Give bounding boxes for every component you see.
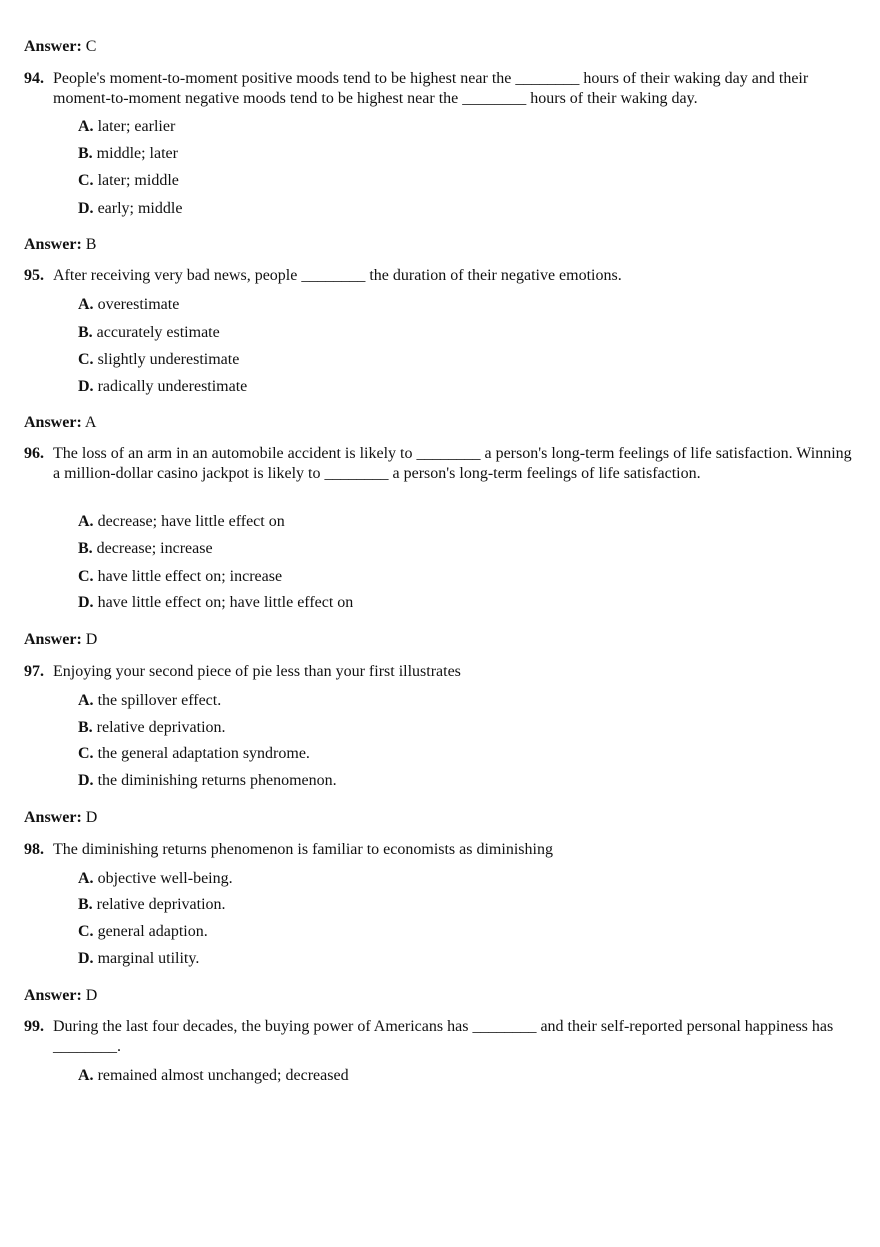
question-text: Enjoying your second piece of pie less than your first illustrates bbox=[53, 663, 461, 680]
option-letter: B. bbox=[78, 324, 93, 341]
option-95-c bbox=[78, 350, 239, 370]
option-letter: C. bbox=[78, 745, 94, 762]
option-text: relative deprivation. bbox=[96, 896, 226, 913]
option-text: have little effect on; have little effect on bbox=[97, 594, 354, 611]
option-98-a bbox=[78, 869, 233, 889]
option-97-b bbox=[78, 718, 226, 738]
question-98 bbox=[24, 840, 854, 860]
answer-value: D bbox=[85, 987, 98, 1004]
question-text: The loss of an arm in an automobile accident is likely to ________ a person's long-term feelings of life satisfaction. Winning a million-dollar casino jackpot is likely to ________ a person's long-term feelings of life satisfaction. bbox=[53, 445, 852, 482]
option-98-d bbox=[78, 949, 199, 969]
option-letter: D. bbox=[78, 200, 94, 217]
question-94 bbox=[24, 69, 854, 109]
option-text: overestimate bbox=[97, 296, 180, 313]
option-letter: A. bbox=[78, 870, 94, 887]
answer-94 bbox=[24, 235, 96, 255]
option-letter: A. bbox=[78, 692, 94, 709]
answer-label: Answer: bbox=[24, 987, 82, 1004]
option-text: general adaption. bbox=[97, 923, 208, 940]
option-text: objective well-being. bbox=[97, 870, 233, 887]
option-text: marginal utility. bbox=[97, 950, 200, 967]
answer-value: B bbox=[85, 236, 97, 253]
question-text: After receiving very bad news, people ________ the duration of their negative emotions. bbox=[53, 267, 622, 284]
option-text: remained almost unchanged; decreased bbox=[97, 1067, 349, 1084]
answer-value: D bbox=[85, 631, 98, 648]
option-96-b bbox=[78, 539, 213, 559]
option-letter: A. bbox=[78, 513, 94, 530]
question-96 bbox=[24, 444, 854, 484]
option-text: have little effect on; increase bbox=[97, 568, 283, 585]
question-99 bbox=[24, 1017, 854, 1057]
answer-label: Answer: bbox=[24, 414, 82, 431]
option-letter: D. bbox=[78, 950, 94, 967]
question-text: During the last four decades, the buying power of Americans has ________ and their self-reported personal happiness has ________. bbox=[53, 1018, 834, 1055]
option-letter: C. bbox=[78, 923, 94, 940]
answer-label: Answer: bbox=[24, 631, 82, 648]
question-number: 98. bbox=[24, 841, 44, 858]
answer-93 bbox=[24, 37, 96, 57]
option-letter: C. bbox=[78, 172, 94, 189]
answer-96 bbox=[24, 630, 97, 650]
option-text: slightly underestimate bbox=[97, 351, 240, 368]
option-94-a bbox=[78, 117, 175, 137]
answer-label: Answer: bbox=[24, 38, 82, 55]
option-letter: B. bbox=[78, 896, 93, 913]
option-95-b bbox=[78, 323, 220, 343]
question-number: 94. bbox=[24, 70, 44, 87]
option-letter: A. bbox=[78, 118, 94, 135]
option-94-b bbox=[78, 144, 178, 164]
question-number: 97. bbox=[24, 663, 44, 680]
question-95 bbox=[24, 266, 854, 286]
option-98-b bbox=[78, 895, 226, 915]
option-text: early; middle bbox=[97, 200, 183, 217]
option-97-d bbox=[78, 771, 337, 791]
option-text: accurately estimate bbox=[96, 324, 220, 341]
answer-value: D bbox=[85, 809, 98, 826]
answer-95 bbox=[24, 413, 96, 433]
option-97-c bbox=[78, 744, 310, 764]
option-96-c bbox=[78, 567, 282, 587]
option-text: decrease; increase bbox=[96, 540, 213, 557]
answer-97 bbox=[24, 808, 97, 828]
option-text: the general adaptation syndrome. bbox=[97, 745, 310, 762]
question-number: 95. bbox=[24, 267, 44, 284]
option-letter: C. bbox=[78, 351, 94, 368]
answer-98 bbox=[24, 986, 97, 1006]
option-letter: D. bbox=[78, 772, 94, 789]
answer-label: Answer: bbox=[24, 236, 82, 253]
option-95-a bbox=[78, 295, 179, 315]
answer-label: Answer: bbox=[24, 809, 82, 826]
option-95-d bbox=[78, 377, 247, 397]
option-94-c bbox=[78, 171, 179, 191]
option-text: later; middle bbox=[97, 172, 179, 189]
question-text: The diminishing returns phenomenon is familiar to economists as diminishing bbox=[53, 841, 553, 858]
answer-value: A bbox=[84, 414, 97, 431]
answer-value: C bbox=[85, 38, 97, 55]
option-96-a bbox=[78, 512, 285, 532]
question-number: 96. bbox=[24, 445, 44, 462]
option-letter: D. bbox=[78, 594, 94, 611]
option-99-a bbox=[78, 1066, 349, 1086]
option-text: the diminishing returns phenomenon. bbox=[97, 772, 337, 789]
option-text: relative deprivation. bbox=[96, 719, 226, 736]
option-96-d bbox=[78, 593, 353, 613]
question-text: People's moment-to-moment positive moods tend to be highest near the ________ hours of their waking day and their moment-to-moment negative moods tend to be highest near the ________ hours of their waking day. bbox=[53, 70, 809, 107]
option-letter: B. bbox=[78, 540, 93, 557]
option-letter: B. bbox=[78, 145, 93, 162]
option-letter: A. bbox=[78, 296, 94, 313]
option-letter: C. bbox=[78, 568, 94, 585]
option-text: decrease; have little effect on bbox=[97, 513, 285, 530]
question-97 bbox=[24, 662, 854, 682]
question-number: 99. bbox=[24, 1018, 44, 1035]
option-text: radically underestimate bbox=[97, 378, 248, 395]
option-letter: A. bbox=[78, 1067, 94, 1084]
option-letter: B. bbox=[78, 719, 93, 736]
option-94-d bbox=[78, 199, 182, 219]
option-97-a bbox=[78, 691, 221, 711]
option-text: later; earlier bbox=[97, 118, 176, 135]
option-text: middle; later bbox=[96, 145, 178, 162]
option-text: the spillover effect. bbox=[97, 692, 222, 709]
option-98-c bbox=[78, 922, 208, 942]
option-letter: D. bbox=[78, 378, 94, 395]
